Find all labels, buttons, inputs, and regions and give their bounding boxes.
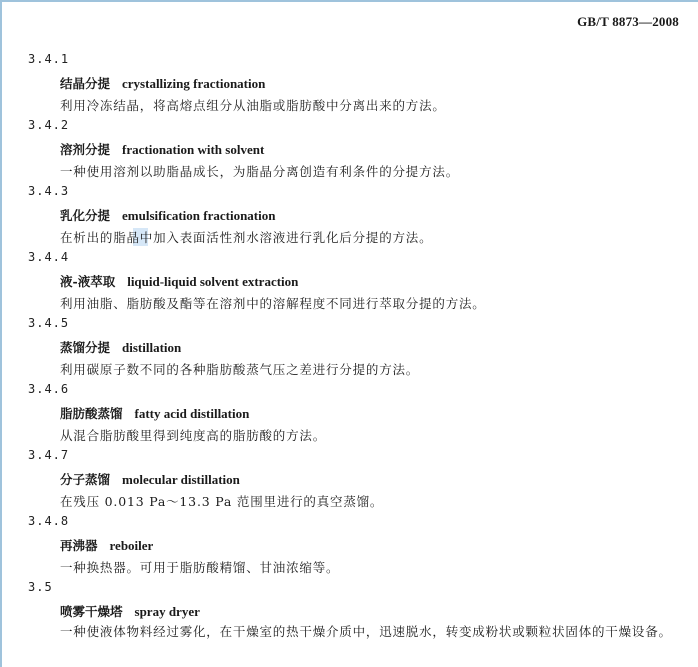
standard-id-header: GB/T 8873—2008 xyxy=(577,14,679,29)
term-en: crystallizing fractionation xyxy=(122,76,266,91)
term-en: reboiler xyxy=(109,538,154,553)
term-title xyxy=(60,602,200,620)
term-definition: 利用冷冻结晶，将高熔点组分从油脂或脂肪酸中分离出来的方法。 xyxy=(60,98,446,113)
term-zh: 分子蒸馏 xyxy=(60,472,111,487)
term-title xyxy=(60,272,298,290)
term-definition: 在残压 0.013 Pa～13.3 Pa 范围里进行的真空蒸馏。 xyxy=(60,494,384,509)
clause-number: 3.4.4 xyxy=(28,250,70,264)
clause-number: 3.4.5 xyxy=(28,316,70,330)
term-title xyxy=(60,536,153,554)
term-en: emulsification fractionation xyxy=(122,208,276,223)
term-title xyxy=(60,470,240,488)
term-zh: 液-液萃取 xyxy=(60,274,116,289)
clause-number: 3.5 xyxy=(28,580,53,594)
term-definition: 一种使用溶剂以助脂晶成长，为脂晶分离创造有利条件的分提方法。 xyxy=(60,164,460,179)
clause-number: 3.4.8 xyxy=(28,514,70,528)
page-frame-top-border xyxy=(0,0,698,2)
clause-number: 3.4.3 xyxy=(28,184,70,198)
term-zh: 喷雾干燥塔 xyxy=(60,604,123,619)
term-en: spray dryer xyxy=(134,604,200,619)
term-definition: 利用油脂、脂肪酸及酯等在溶剂中的溶解程度不同进行萃取分提的方法。 xyxy=(60,296,486,311)
term-en: fractionation with solvent xyxy=(122,142,265,157)
term-en: liquid-liquid solvent extraction xyxy=(127,274,299,289)
term-definition: 利用碳原子数不同的各种脂肪酸蒸气压之差进行分提的方法。 xyxy=(60,362,420,377)
term-title xyxy=(60,206,275,224)
term-zh: 脂肪酸蒸馏 xyxy=(60,406,123,421)
page-frame-left-border xyxy=(0,0,2,667)
clause-number: 3.4.6 xyxy=(28,382,70,396)
term-en: molecular distillation xyxy=(122,472,240,487)
clause-number: 3.4.2 xyxy=(28,118,70,132)
term-title xyxy=(60,338,181,356)
term-zh: 结晶分提 xyxy=(60,76,111,91)
term-zh: 蒸馏分提 xyxy=(60,340,111,355)
term-definition: 从混合脂肪酸里得到纯度高的脂肪酸的方法。 xyxy=(60,428,327,443)
term-zh: 溶剂分提 xyxy=(60,142,111,157)
term-title xyxy=(60,74,265,92)
clause-number: 3.4.1 xyxy=(28,52,70,66)
term-zh: 再沸器 xyxy=(60,538,98,553)
term-zh: 乳化分提 xyxy=(60,208,111,223)
term-title xyxy=(60,404,249,422)
clause-number: 3.4.7 xyxy=(28,448,70,462)
term-definition: 一种换热器。可用于脂肪酸精馏、甘油浓缩等。 xyxy=(60,560,340,575)
term-definition: 在析出的脂晶中加入表面活性剂水溶液进行乳化后分提的方法。 xyxy=(60,230,433,245)
term-definition: 一种使液体物料经过雾化，在干燥室的热干燥介质中，迅速脱水，转变成粉状或颗粒状固体的干燥设备。 xyxy=(60,624,672,639)
term-en: fatty acid distillation xyxy=(134,406,250,421)
term-en: distillation xyxy=(122,340,182,355)
term-title xyxy=(60,140,264,158)
